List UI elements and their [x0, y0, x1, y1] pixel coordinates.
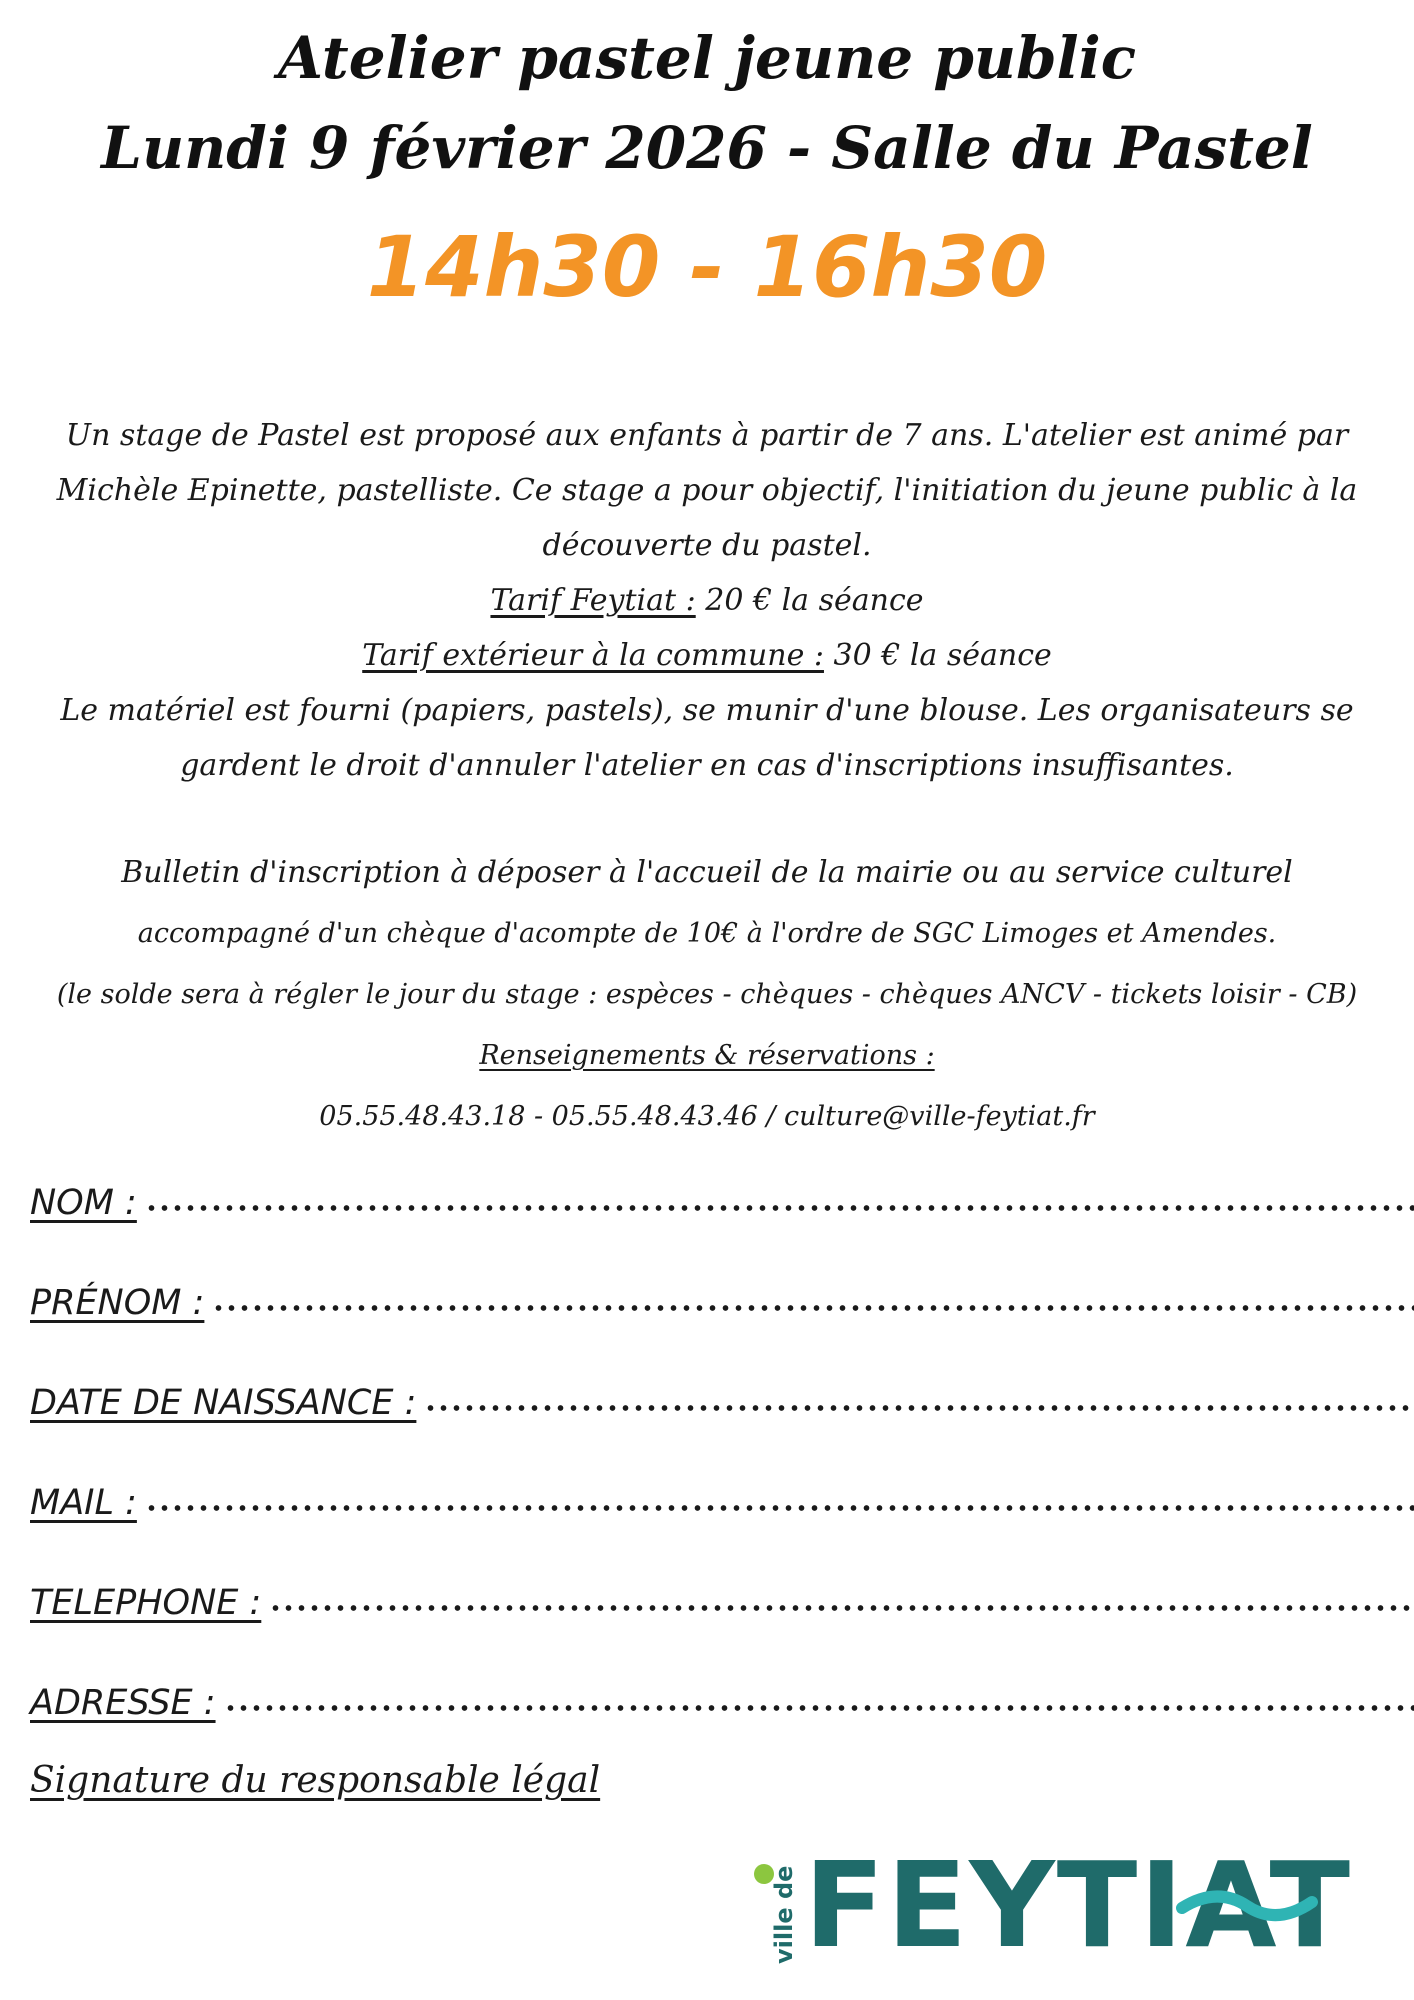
- material-line-1: Le matériel est fourni (papiers, pastels), se munir d'une blouse. Les organisateurs se: [60, 693, 1354, 728]
- feytiat-logo: [742, 1816, 1362, 1976]
- form-label-mail: MAIL :: [30, 1483, 137, 1523]
- logo-prefix: ville de: [770, 1865, 798, 1964]
- intro-paragraph: [40, 408, 1374, 793]
- tarif-exterieur: [40, 628, 1374, 683]
- form-label-adresse: ADRESSE :: [30, 1683, 216, 1723]
- form-field-adresse[interactable]: [30, 1683, 1414, 1723]
- form-label-telephone: TELEPHONE :: [30, 1583, 262, 1623]
- form-dotted-line[interactable]: [424, 1404, 1414, 1412]
- logo-name: FEYTIAT: [804, 1836, 1352, 1974]
- contact-value: 05.55.48.43.18 - 05.55.48.43.46 / culture@ville-feytiat.fr: [319, 1101, 1095, 1132]
- tarif-feytiat-label: Tarif Feytiat :: [490, 583, 696, 618]
- title-line-2: Lundi 9 février 2026 - Salle du Pastel: [101, 114, 1313, 182]
- intro-line-3: découverte du pastel.: [542, 528, 872, 563]
- tarif-feytiat: [40, 573, 1374, 628]
- time-range: 14h30 - 16h30: [366, 218, 1048, 316]
- form-label-prenom: PRÉNOM :: [30, 1283, 205, 1323]
- contact-label: Renseignements & réservations :: [479, 1040, 935, 1071]
- tarif-feytiat-value: 20 € la séance: [695, 583, 924, 618]
- form-label-nom: NOM :: [30, 1183, 137, 1223]
- form-field-mail[interactable]: [30, 1483, 1414, 1523]
- form-field-telephone[interactable]: [30, 1583, 1414, 1623]
- tarif-exterieur-value: 30 € la séance: [823, 638, 1052, 673]
- bulletin-paragraph: [40, 842, 1374, 1147]
- form-dotted-line[interactable]: [145, 1204, 1414, 1212]
- bulletin-line-2: accompagné d'un chèque d'acompte de 10€ à l'ordre de SGC Limoges et Amendes.: [137, 918, 1277, 949]
- tarif-exterieur-label: Tarif extérieur à la commune :: [362, 638, 824, 673]
- bulletin-line-3: (le solde sera à régler le jour du stage : espèces - chèques - chèques ANCV - tickets loisir - CB): [56, 979, 1358, 1010]
- form-field-prenom[interactable]: [30, 1283, 1414, 1323]
- title-line-1: Atelier pastel jeune public: [277, 24, 1137, 92]
- bulletin-line-1: Bulletin d'inscription à déposer à l'accueil de la mairie ou au service culturel: [121, 855, 1293, 890]
- intro-line-1: Un stage de Pastel est proposé aux enfants à partir de 7 ans. L'atelier est animé par: [65, 418, 1349, 453]
- form-label-date-naissance: DATE DE NAISSANCE :: [30, 1383, 417, 1423]
- form-field-nom[interactable]: [30, 1183, 1414, 1223]
- form-dotted-line[interactable]: [269, 1604, 1414, 1612]
- material-line-2: gardent le droit d'annuler l'atelier en cas d'inscriptions insuffisantes.: [180, 748, 1234, 783]
- form-field-date-naissance[interactable]: [30, 1383, 1414, 1423]
- form-dotted-line[interactable]: [224, 1704, 1414, 1712]
- signature-label: Signature du responsable légal: [30, 1760, 601, 1801]
- form-dotted-line[interactable]: [212, 1304, 1414, 1312]
- form-dotted-line[interactable]: [145, 1504, 1414, 1512]
- intro-line-2: Michèle Epinette, pastelliste. Ce stage a pour objectif, l'initiation du jeune public à la: [56, 473, 1358, 508]
